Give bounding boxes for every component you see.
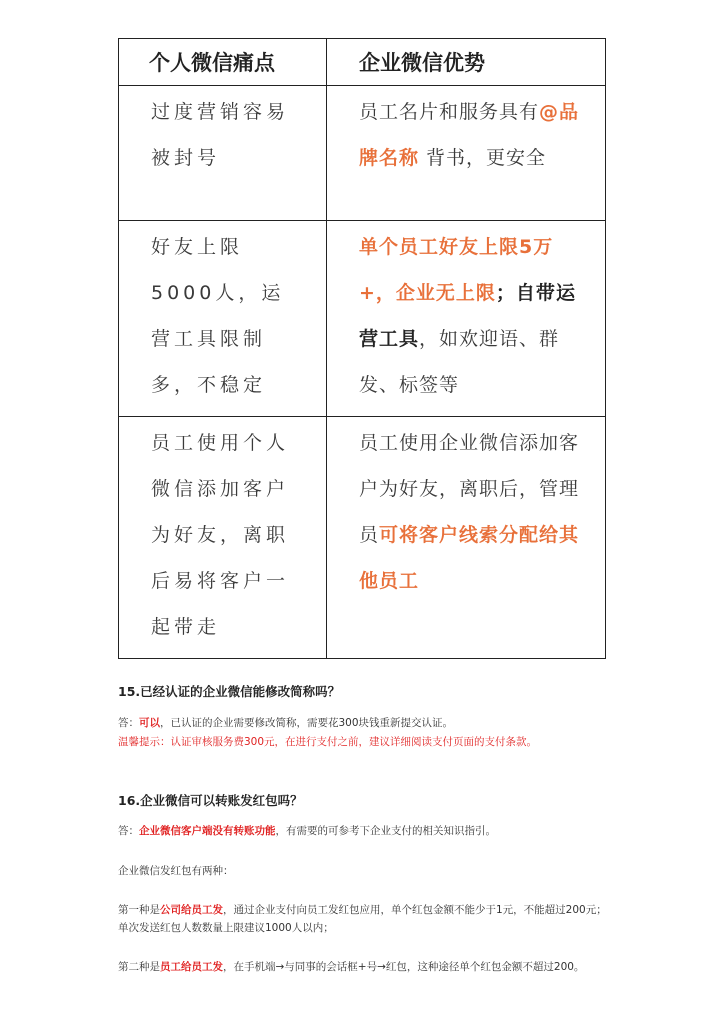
question-16-way-1-line-2: 单次发送红包人数数量上限建议1000人以内； [118,922,334,934]
table-row [119,86,606,221]
question-16-answer: 答：企业微信客户端没有转账功能，有需要的可参考下企业支付的相关知识指引。 [118,825,496,837]
header-enterprise-advantages: 企业微信优势 [327,39,606,86]
advantage-text: 单个员工好友上限5万+，企业无上限；自带运营工具，如欢迎语、群发、标签等 [359,236,576,396]
question-15-title: 15.已经认证的企业微信能修改简称吗？ [118,684,341,699]
question-16-way-1: 第一种是公司给员工发，通过企业支付向员工发红包应用，单个红包金额不能少于1元，不能超过200元； [118,904,607,916]
advantage-text: 员工使用企业微信添加客户为好友，离职后，管理员可将客户线索分配给其他员工 [359,432,580,592]
pain-point-text: 过度营销容易被封号 [151,101,290,169]
question-15-tip: 温馨提示：认证审核服务费300元，在进行支付之前，建议详细阅读支付页面的支付条款。 [118,736,538,748]
question-16-title: 16.企业微信可以转账发红包吗？ [118,793,303,808]
question-16-way-2: 第二种是员工给员工发，在手机端→与同事的会话框+号→红包，这种途径单个红包金额不超过200。 [118,961,585,973]
advantage-text: 员工名片和服务具有@品牌名称 背书，更安全 [359,101,580,169]
table-row [119,417,606,659]
question-16-intro: 企业微信发红包有两种： [118,865,234,877]
question-15-answer: 答：可以，已认证的企业需要修改简称，需要花300块钱重新提交认证。 [118,717,454,729]
header-personal-pain-points: 个人微信痛点 [119,39,327,86]
pain-point-text: 好友上限5000人，运营工具限制多，不稳定 [151,236,285,396]
pain-point-text: 员工使用个人微信添加客户为好友，离职后易将客户一起带走 [151,432,290,638]
table-row [119,221,606,417]
comparison-table [118,38,606,659]
